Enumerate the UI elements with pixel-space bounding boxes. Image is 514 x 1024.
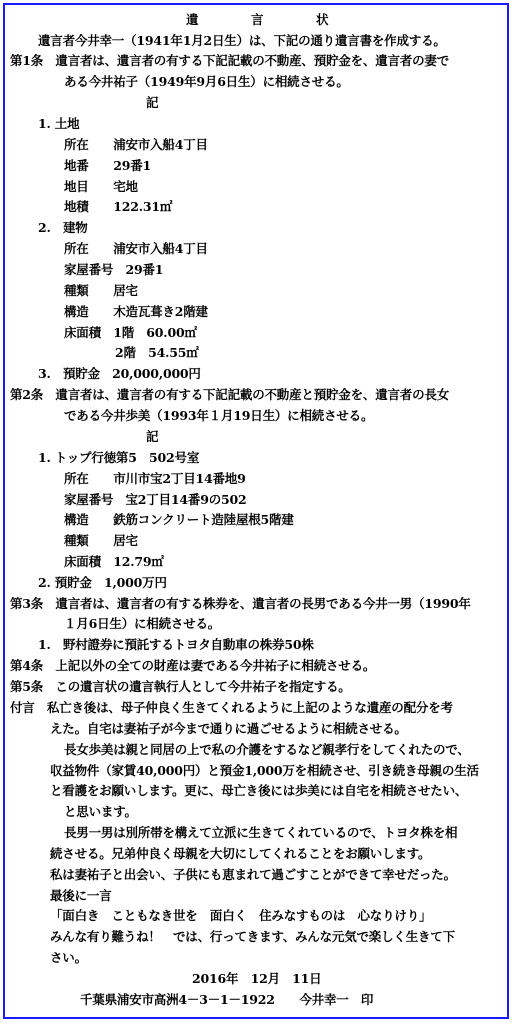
postscript-poem: 「面白き こともなき世を 面白く 住みなすものは 心なりけり」: [50, 908, 432, 923]
postscript-line-1: 付言 私亡き後は、母子仲良く生きてくれるように上記のような遺産の配分を考: [10, 700, 453, 715]
apartment-house-number: 家屋番号 宝2丁目14番9の502: [64, 492, 247, 507]
document-date: 2016年 12月 11日: [192, 971, 322, 986]
land-location: 所在 浦安市入船4丁目: [64, 137, 208, 152]
item-building-heading: 2. 建物: [38, 220, 88, 235]
postscript-line-6: と思います。: [64, 804, 137, 819]
item-land-heading: 1. 土地: [38, 116, 80, 131]
article-5: 第5条 この遺言状の遺言執行人として今井祐子を指定する。: [10, 679, 351, 694]
signature-line: 千葉県浦安市高洲4－3－1－1922 今井幸一 印: [80, 992, 374, 1007]
intro-line: 遺言者今井幸一（1941年1月2日生）は、下記の通り遺言書を作成する。: [38, 33, 446, 48]
postscript-line-5: と看護をお願いします。更に、母亡き後には歩美には自宅を相続させたい、: [50, 783, 468, 798]
article-3-line-2: １月6日生）に相続させる。: [64, 616, 221, 631]
postscript-line-12: みんな有り難うね！ では、行ってきます、みんな元気で楽しく生きて下: [50, 929, 455, 944]
building-house-number: 家屋番号 29番1: [64, 262, 164, 277]
article-2-line-1: 第2条 遺言者は、遺言者の有する下記記載の不動産と預貯金を、遺言者の長女: [10, 387, 449, 402]
apartment-structure: 構造 鉄筋コンクリート造陸屋根5階建: [64, 512, 294, 527]
building-location: 所在 浦安市入船4丁目: [64, 241, 208, 256]
document-title: 遺 言 状: [186, 12, 349, 27]
land-area: 地積 122.31㎡: [64, 199, 173, 214]
article-2-line-2: である今井歩美（1993年１月19日生）に相続させる。: [64, 408, 374, 423]
note-mark-2: 記: [146, 429, 159, 444]
item-apartment-heading: 1. トップ行徳第5 502号室: [38, 450, 200, 465]
land-category: 地目 宅地: [64, 179, 138, 194]
article-1-line-2: ある今井祐子（1949年9月6日生）に相続させる。: [64, 74, 349, 89]
note-mark-1: 記: [146, 95, 159, 110]
postscript-line-7: 長男一男は別所帯を構えて立派に生きてくれているので、トヨタ株を相: [64, 825, 458, 840]
item-savings: 3. 預貯金 20,000,000円: [38, 366, 201, 381]
article-1-line-1: 第1条 遺言者は、遺言者の有する下記記載の不動産、預貯金を、遺言者の妻で: [10, 53, 449, 68]
building-structure: 構造 木造瓦葺き2階建: [64, 304, 208, 319]
postscript-line-13: さい。: [50, 950, 87, 965]
postscript-line-8: 続させる。兄弟仲良く母親を大切にしてくれることをお願いします。: [50, 846, 431, 861]
postscript-line-4: 収益物件（家賃40,000円）と預金1,000万を相続させ、引き続き母親の生活: [50, 763, 479, 778]
postscript-line-3: 長女歩美は親と同居の上で私の介護をするなど親孝行をしてくれたので、: [64, 742, 470, 757]
postscript-line-9: 私は妻祐子と出会い、子供にも恵まれて過ごすことができて幸せだった。: [50, 867, 456, 882]
item-stock: 1. 野村證券に預託するトヨタ自動車の株券50株: [38, 637, 314, 652]
article-3-line-1: 第3条 遺言者は、遺言者の有する株券を、遺言者の長男である今井一男（1990年: [10, 596, 471, 611]
building-floor-area-1: 床面積 1階 60.00㎡: [64, 325, 197, 340]
building-type: 種類 居宅: [64, 283, 138, 298]
land-lot-number: 地番 29番1: [64, 158, 151, 173]
apartment-location: 所在 市川市宝2丁目14番地9: [64, 471, 246, 486]
apartment-type: 種類 居宅: [64, 533, 138, 548]
building-floor-area-2: 2階 54.55㎡: [115, 345, 199, 360]
postscript-line-2: えた。自宅は妻祐子が今まで通りに過ごせるように相続させる。: [50, 721, 407, 736]
postscript-line-10: 最後に一言: [50, 888, 112, 903]
article-4: 第4条 上記以外の全ての財産は妻である今井祐子に相続させる。: [10, 658, 376, 673]
apartment-floor-area: 床面積 12.79㎡: [64, 554, 164, 569]
item-savings-2: 2. 預貯金 1,000万円: [38, 575, 167, 590]
